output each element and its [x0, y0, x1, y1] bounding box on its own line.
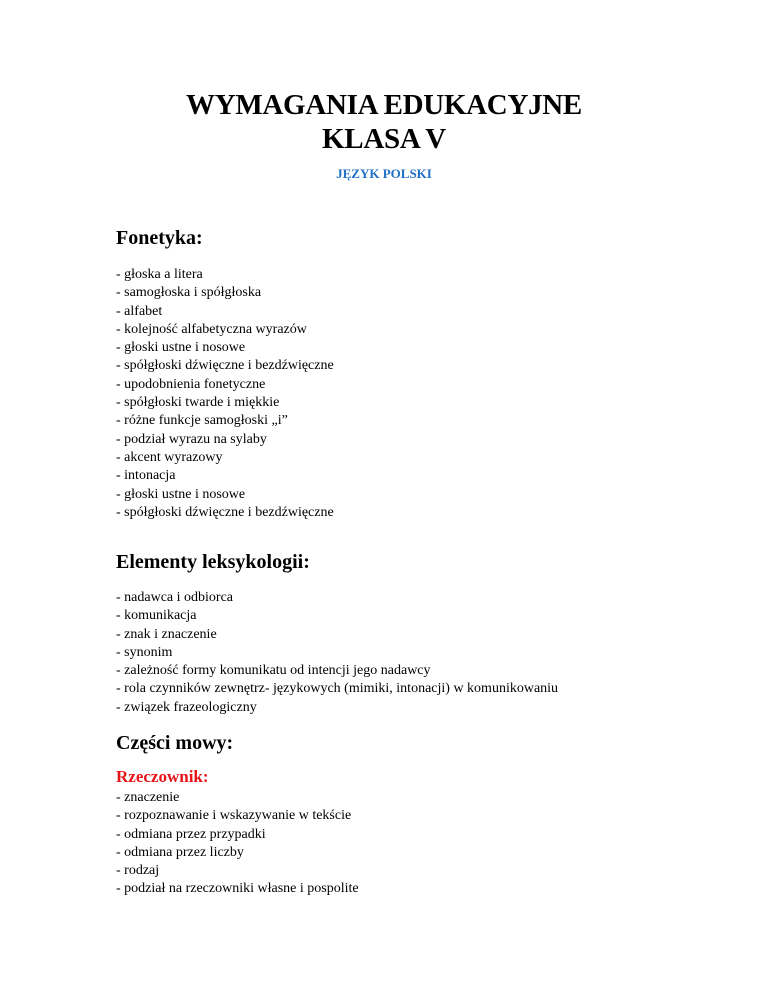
title-line-2: KLASA V: [322, 123, 446, 155]
list-item: - rozpoznawanie i wskazywanie w tekście: [116, 807, 359, 825]
section-heading-leksykologia: Elementy leksykologii:: [116, 551, 310, 573]
list-item: - związek frazeologiczny: [116, 699, 558, 717]
document-title: [0, 88, 768, 156]
list-item: - komunikacja: [116, 607, 558, 625]
list-item: - odmiana przez liczby: [116, 844, 359, 862]
list-item: - kolejność alfabetyczna wyrazów: [116, 321, 334, 339]
subheading-rzeczownik: Rzeczownik:: [116, 767, 209, 786]
list-item: - podział na rzeczowniki własne i pospolite: [116, 880, 359, 898]
section-heading-czesci-mowy: Części mowy:: [116, 732, 234, 754]
list-item: - głoski ustne i nosowe: [116, 486, 334, 504]
list-item: - spółgłoski dźwięczne i bezdźwięczne: [116, 357, 334, 375]
list-item: - intonacja: [116, 467, 334, 485]
list-item: - rola czynników zewnętrz- językowych (mimiki, intonacji) w komunikowaniu: [116, 680, 558, 698]
list-item: - zależność formy komunikatu od intencji jego nadawcy: [116, 662, 558, 680]
list-item: - spółgłoski dźwięczne i bezdźwięczne: [116, 504, 334, 522]
fonetyka-list: [116, 266, 334, 522]
list-item: - znak i znaczenie: [116, 626, 558, 644]
list-item: - znaczenie: [116, 789, 359, 807]
section-heading-fonetyka: Fonetyka:: [116, 227, 203, 249]
list-item: - rodzaj: [116, 862, 359, 880]
list-item: - alfabet: [116, 303, 334, 321]
document-subtitle: JĘZYK POLSKI: [336, 166, 432, 181]
rzeczownik-list: [116, 789, 359, 899]
list-item: - synonim: [116, 644, 558, 662]
list-item: - różne funkcje samogłoski „i”: [116, 412, 334, 430]
list-item: - głoska a litera: [116, 266, 334, 284]
list-item: - nadawca i odbiorca: [116, 589, 558, 607]
title-line-1: WYMAGANIA EDUKACYJNE: [186, 89, 582, 121]
list-item: - spółgłoski twarde i miękkie: [116, 394, 334, 412]
list-item: - akcent wyrazowy: [116, 449, 334, 467]
list-item: - podział wyrazu na sylaby: [116, 431, 334, 449]
list-item: - odmiana przez przypadki: [116, 826, 359, 844]
list-item: - głoski ustne i nosowe: [116, 339, 334, 357]
list-item: - upodobnienia fonetyczne: [116, 376, 334, 394]
list-item: - samogłoska i spółgłoska: [116, 284, 334, 302]
leksykologia-list: [116, 589, 558, 717]
